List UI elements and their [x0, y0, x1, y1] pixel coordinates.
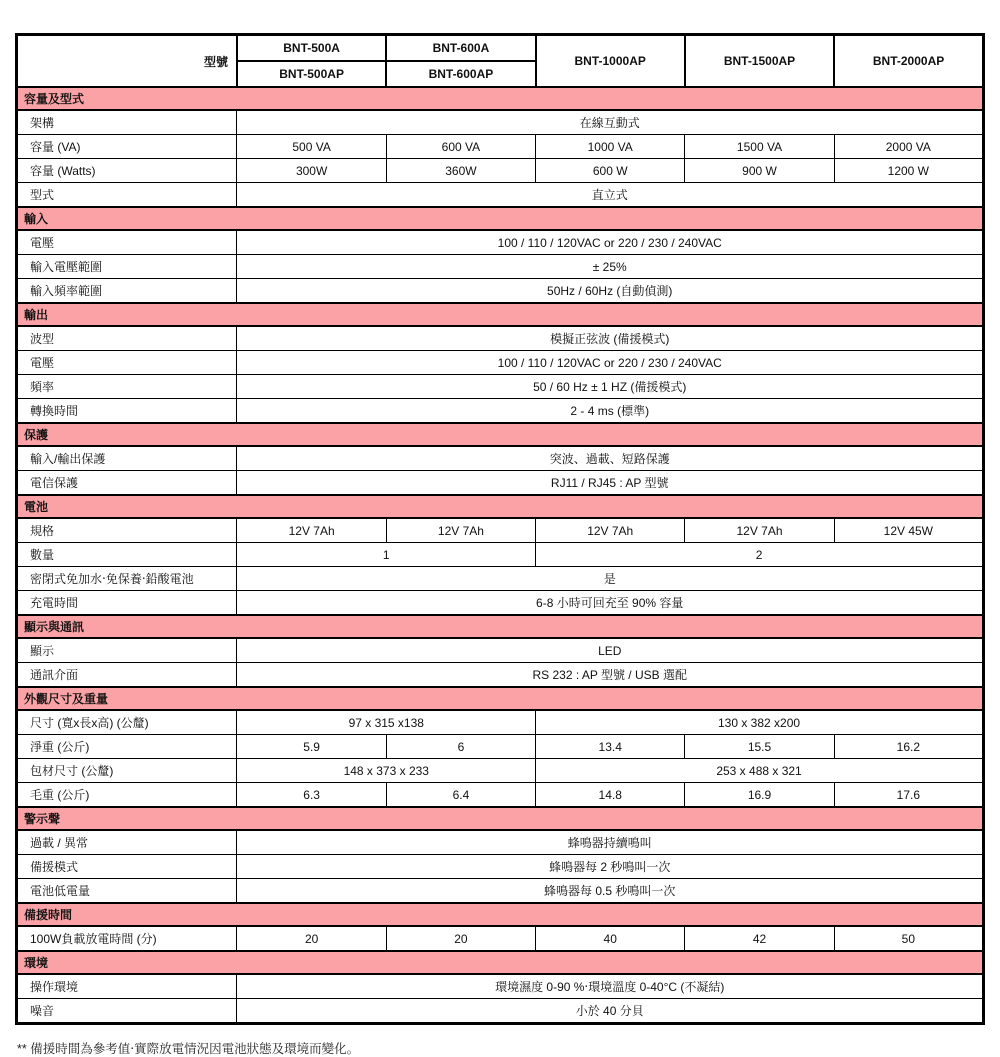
model-row-label: 型號: [17, 35, 237, 88]
spec-row-label: 電信保護: [17, 471, 237, 496]
model-name-bnt-1000ap: BNT-1000AP: [536, 35, 685, 88]
spec-value-cell: 130 x 382 x200: [536, 710, 984, 735]
section-title: 環境: [17, 951, 984, 974]
spec-value-cell: LED: [237, 638, 984, 663]
spec-row-label: 電壓: [17, 230, 237, 255]
spec-value-cell: 2000 VA: [834, 135, 983, 159]
spec-value-cell: 148 x 373 x 233: [237, 759, 536, 783]
spec-value-cell: 12V 7Ah: [386, 518, 535, 543]
spec-row: [17, 446, 984, 471]
spec-row-label: 過載 / 異常: [17, 830, 237, 855]
spec-value-cell: 40: [536, 926, 685, 951]
section-title: 電池: [17, 495, 984, 518]
spec-value-cell: 16.2: [834, 735, 983, 759]
spec-value-cell: 300W: [237, 159, 386, 183]
spec-value-cell: 12V 7Ah: [536, 518, 685, 543]
section-title: 容量及型式: [17, 87, 984, 110]
spec-value-cell: 17.6: [834, 783, 983, 808]
spec-row: [17, 230, 984, 255]
spec-value-cell: 蜂鳴器每 0.5 秒鳴叫一次: [237, 879, 984, 904]
section-title: 顯示與通訊: [17, 615, 984, 638]
spec-row-label: 輸入/輸出保護: [17, 446, 237, 471]
spec-row: [17, 591, 984, 616]
model-name-bnt-1500ap: BNT-1500AP: [685, 35, 834, 88]
spec-row-label: 容量 (VA): [17, 135, 237, 159]
section-title: 備援時間: [17, 903, 984, 926]
section-header-row: [17, 207, 984, 230]
model-header-row-1: [17, 35, 984, 62]
spec-row: [17, 375, 984, 399]
spec-value-cell: 20: [386, 926, 535, 951]
spec-value-cell: 100 / 110 / 120VAC or 220 / 230 / 240VAC: [237, 230, 984, 255]
section-title: 輸出: [17, 303, 984, 326]
spec-row: [17, 326, 984, 351]
section-header-row: [17, 807, 984, 830]
model-name-bnt-600a: BNT-600A: [386, 35, 535, 62]
spec-value-cell: 6: [386, 735, 535, 759]
spec-row: [17, 159, 984, 183]
section-header-row: [17, 951, 984, 974]
spec-row-label: 毛重 (公斤): [17, 783, 237, 808]
spec-row: [17, 471, 984, 496]
spec-value-cell: 蜂鳴器每 2 秒鳴叫一次: [237, 855, 984, 879]
spec-row-label: 電池低電量: [17, 879, 237, 904]
spec-value-cell: 是: [237, 567, 984, 591]
spec-table-body: [17, 87, 984, 1024]
spec-row: [17, 974, 984, 999]
spec-row-label: 型式: [17, 183, 237, 208]
spec-row: [17, 255, 984, 279]
spec-value-cell: 600 VA: [386, 135, 535, 159]
spec-row: [17, 518, 984, 543]
spec-value-cell: 小於 40 分貝: [237, 999, 984, 1024]
spec-value-cell: 1200 W: [834, 159, 983, 183]
spec-value-cell: 2: [536, 543, 984, 567]
spec-row: [17, 879, 984, 904]
section-header-row: [17, 615, 984, 638]
spec-row: [17, 855, 984, 879]
spec-value-cell: 50: [834, 926, 983, 951]
spec-row-label: 顯示: [17, 638, 237, 663]
spec-row-label: 電壓: [17, 351, 237, 375]
spec-row-label: 波型: [17, 326, 237, 351]
spec-row: [17, 999, 984, 1024]
spec-row-label: 輸入電壓範圍: [17, 255, 237, 279]
spec-row: [17, 567, 984, 591]
section-header-row: [17, 687, 984, 710]
spec-value-cell: 360W: [386, 159, 535, 183]
spec-value-cell: 14.8: [536, 783, 685, 808]
spec-value-cell: 13.4: [536, 735, 685, 759]
spec-row: [17, 110, 984, 135]
spec-row-label: 容量 (Watts): [17, 159, 237, 183]
spec-row-label: 尺寸 (寬x長x高) (公釐): [17, 710, 237, 735]
spec-value-cell: 蜂鳴器持續鳴叫: [237, 830, 984, 855]
spec-row-label: 數量: [17, 543, 237, 567]
spec-value-cell: 50 / 60 Hz ± 1 HZ (備援模式): [237, 375, 984, 399]
spec-row: [17, 710, 984, 735]
spec-value-cell: 12V 7Ah: [685, 518, 834, 543]
footnote: ** 備援時間為參考值‧實際放電情況因電池狀態及環境而變化。: [17, 1042, 360, 1056]
spec-value-cell: 20: [237, 926, 386, 951]
spec-row-label: 頻率: [17, 375, 237, 399]
spec-value-cell: 16.9: [685, 783, 834, 808]
spec-value-cell: 500 VA: [237, 135, 386, 159]
spec-row: [17, 183, 984, 208]
spec-row: [17, 543, 984, 567]
spec-value-cell: RS 232 : AP 型號 / USB 選配: [237, 663, 984, 688]
spec-row-label: 架構: [17, 110, 237, 135]
spec-row-label: 100W負載放電時間 (分): [17, 926, 237, 951]
section-header-row: [17, 423, 984, 446]
spec-value-cell: 1500 VA: [685, 135, 834, 159]
spec-row-label: 淨重 (公斤): [17, 735, 237, 759]
spec-value-cell: 600 W: [536, 159, 685, 183]
spec-row: [17, 759, 984, 783]
spec-row: [17, 279, 984, 304]
spec-row: [17, 926, 984, 951]
spec-value-cell: 6-8 小時可回充至 90% 容量: [237, 591, 984, 616]
model-name-bnt-2000ap: BNT-2000AP: [834, 35, 983, 88]
spec-row-label: 充電時間: [17, 591, 237, 616]
section-header-row: [17, 87, 984, 110]
section-title: 警示聲: [17, 807, 984, 830]
section-header-row: [17, 903, 984, 926]
spec-table: [15, 33, 985, 1025]
spec-row-label: 包材尺寸 (公釐): [17, 759, 237, 783]
spec-value-cell: 42: [685, 926, 834, 951]
spec-row-label: 備援模式: [17, 855, 237, 879]
spec-value-cell: 突波、過載、短路保護: [237, 446, 984, 471]
spec-value-cell: 253 x 488 x 321: [536, 759, 984, 783]
spec-value-cell: 直立式: [237, 183, 984, 208]
spec-row-label: 輸入頻率範圍: [17, 279, 237, 304]
spec-value-cell: 12V 7Ah: [237, 518, 386, 543]
spec-value-cell: 50Hz / 60Hz (自動偵測): [237, 279, 984, 304]
spec-row-label: 規格: [17, 518, 237, 543]
spec-value-cell: 6.3: [237, 783, 386, 808]
spec-row-label: 密閉式免加水‧免保養‧鉛酸電池: [17, 567, 237, 591]
section-title: 外觀尺寸及重量: [17, 687, 984, 710]
spec-row: [17, 735, 984, 759]
spec-table-header: [17, 35, 984, 88]
spec-row-label: 噪音: [17, 999, 237, 1024]
spec-row-label: 操作環境: [17, 974, 237, 999]
spec-value-cell: 12V 45W: [834, 518, 983, 543]
model-name-bnt-600ap: BNT-600AP: [386, 61, 535, 87]
spec-value-cell: 模擬正弦波 (備援模式): [237, 326, 984, 351]
spec-value-cell: 1000 VA: [536, 135, 685, 159]
spec-value-cell: 2 - 4 ms (標準): [237, 399, 984, 424]
spec-value-cell: 100 / 110 / 120VAC or 220 / 230 / 240VAC: [237, 351, 984, 375]
spec-value-cell: 97 x 315 x138: [237, 710, 536, 735]
section-title: 保護: [17, 423, 984, 446]
spec-row: [17, 638, 984, 663]
spec-value-cell: 在線互動式: [237, 110, 984, 135]
spec-row: [17, 351, 984, 375]
spec-row: [17, 399, 984, 424]
model-name-bnt-500ap: BNT-500AP: [237, 61, 386, 87]
section-header-row: [17, 495, 984, 518]
spec-value-cell: 15.5: [685, 735, 834, 759]
spec-row: [17, 783, 984, 808]
spec-row-label: 通訊介面: [17, 663, 237, 688]
section-title: 輸入: [17, 207, 984, 230]
spec-value-cell: RJ11 / RJ45 : AP 型號: [237, 471, 984, 496]
spec-row: [17, 663, 984, 688]
spec-value-cell: 6.4: [386, 783, 535, 808]
spec-value-cell: 5.9: [237, 735, 386, 759]
spec-value-cell: 900 W: [685, 159, 834, 183]
section-header-row: [17, 303, 984, 326]
spec-value-cell: 1: [237, 543, 536, 567]
spec-row: [17, 830, 984, 855]
model-name-bnt-500a: BNT-500A: [237, 35, 386, 62]
spec-row: [17, 135, 984, 159]
spec-value-cell: ± 25%: [237, 255, 984, 279]
spec-value-cell: 環境濕度 0-90 %‧環境溫度 0-40°C (不凝結): [237, 974, 984, 999]
spec-row-label: 轉換時間: [17, 399, 237, 424]
